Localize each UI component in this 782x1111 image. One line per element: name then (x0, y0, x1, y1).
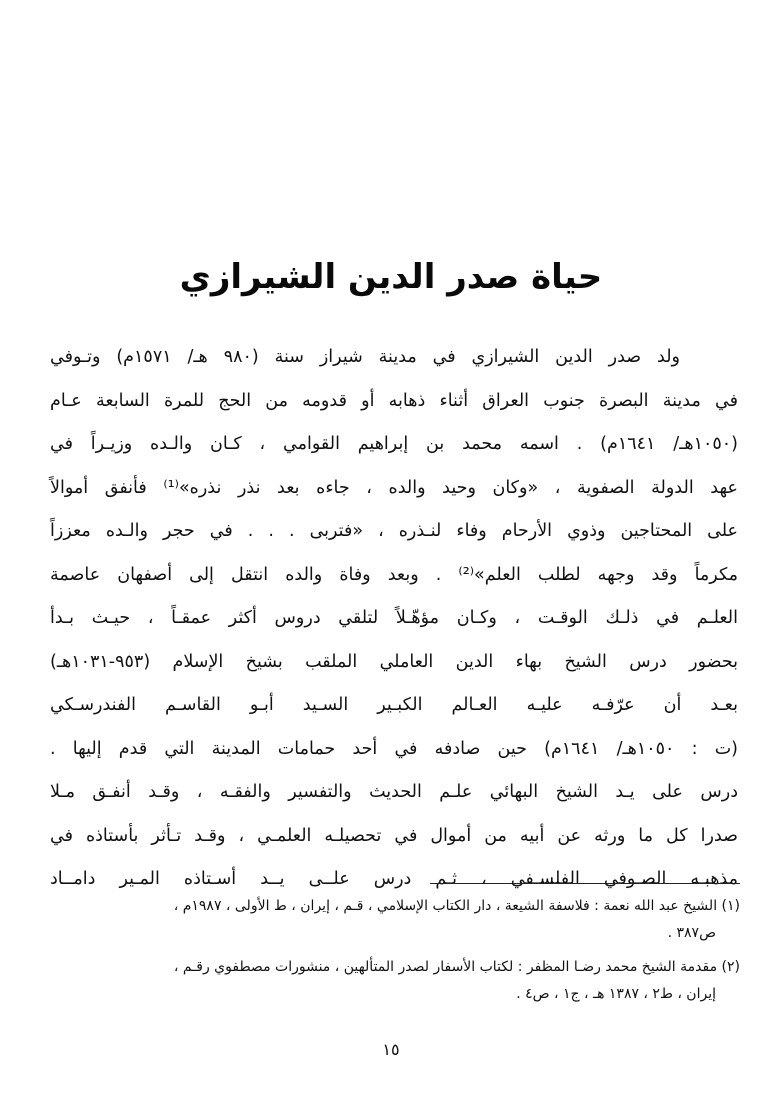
footnote-line: (٢) مقدمة الشيخ محمد رضـا المظفر : لكتاب الأسفار لصدر المتألهين ، منشورات مصطفوي رقـم ، (173, 959, 740, 975)
body-line: على المحتاجين وذوي الأرحام وفاء لنـذره ، «فتربى . . . في حجر والـده معززاً (50, 521, 738, 541)
body-line: (ت : ١٠٥٠هـ/ ١٦٤١م) حين صادفه في أحد حمامات المدينة التي قدم إليها . (50, 738, 738, 759)
footnote-divider (430, 883, 740, 884)
body-line: (١٠٥٠هـ/ ١٦٤١م) . اسمه محمد بن إبراهيم القوامي ، كـان والـده وزيـراً في (50, 434, 738, 454)
body-line: في مدينة البصرة جنوب العراق أثناء ذهابه أو قدومه من الحج للمرة السابعة عـام (50, 390, 738, 411)
footnotes (60, 893, 740, 1008)
chapter-title: حياة صدر الدين الشيرازي (179, 257, 603, 297)
body-line: مذهبـه الصـوفي الفلسـفي ، ثـم درس علــى يــد أسـتاذه المـير دامــاد (50, 869, 738, 889)
body-paragraph (50, 336, 738, 902)
footnote-line: ص٣٨٧ . (667, 925, 716, 941)
body-line: بعـد أن عرّفـه عليـه العـالم الكبـير السـيد أبـو القاسـم الفندرسـكي (50, 695, 738, 715)
body-line: صدرا كل ما ورثه عن أبيه من أموال في تحصيلـه العلمـي ، وقـد تـأثر بأستاذه في (50, 825, 738, 846)
footnote-line: إيران ، ط٢ ، ١٣٨٧ هـ ، ج١ ، ص٤ . (516, 986, 716, 1002)
body-line: عهد الدولة الصفوية ، «وكان وحيد والده ، جاءه بعد نذر نذره»⁽¹⁾ فأنفق أموالاً (50, 477, 738, 498)
footnote-line: (١) الشيخ عبد الله نعمة : فلاسفة الشيعة ، دار الكتاب الإسلامي ، قـم ، إيران ، ط الأولى ، ١٩٨٧م ، (173, 898, 740, 914)
body-line: بحضور درس الشيخ بهاء الدين العاملي الملقب بشيخ الإسلام (٩٥٣-١٠٣١هـ) (50, 651, 738, 672)
page-number: ١٥ (382, 1040, 400, 1059)
footnote-spacer (60, 947, 740, 954)
body-line: درس على يـد الشيخ البهائي علـم الحديث والتفسير والفقـه ، وقـد أنفـق مـلا (50, 782, 738, 802)
body-line: ولد صدر الدين الشيرازي في مدينة شيراز سنة (٩٨٠ هـ/ ١٥٧١م) وتـوفي (50, 347, 680, 367)
footnote-1 (60, 893, 740, 947)
footnote-2 (60, 954, 740, 1008)
body-line: مكرماً وقد وجهه لطلب العلم»⁽²⁾ . وبعد وفاة والده انتقل إلى أصفهان عاصمة (50, 564, 738, 585)
body-line: العلـم في ذلـك الوقـت ، وكـان مؤهّـلاً لتلقي دروس أكثر عمقـاً ، حيـث بـدأ (50, 608, 738, 628)
